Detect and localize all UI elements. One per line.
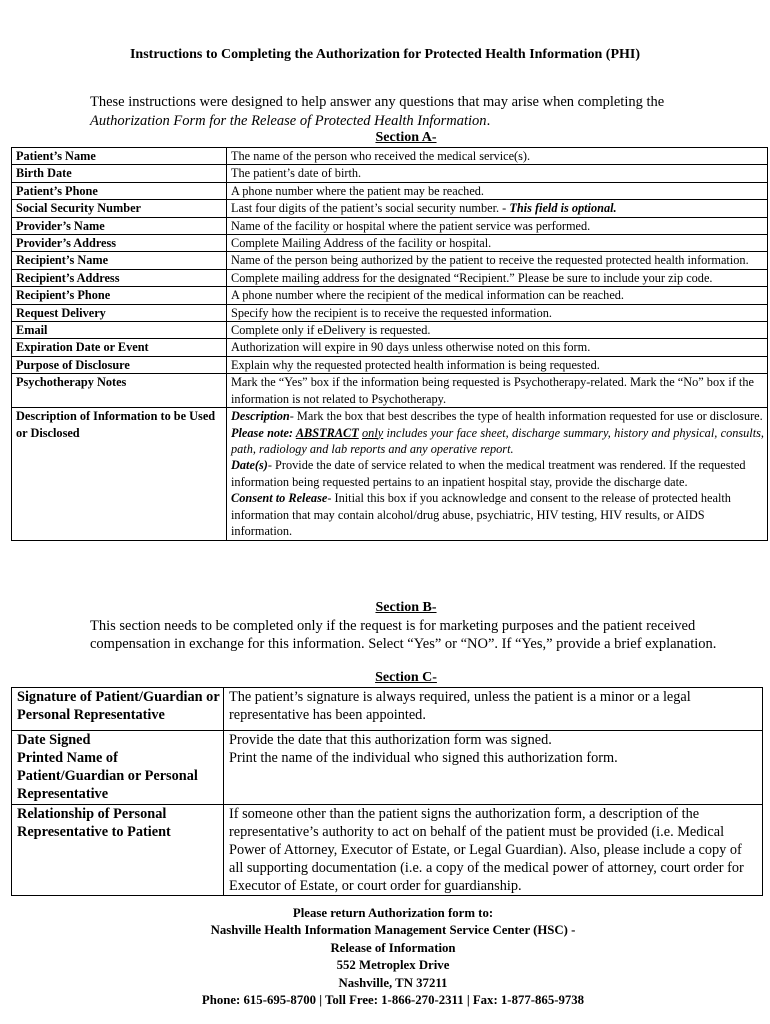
intro-line1: These instructions were designed to help answer any questions that may arise when completing the [90, 94, 665, 110]
table-row [12, 235, 768, 252]
consent-text: - Initial this box if you acknowledge and consent to the release of protected health information that may contain alcohol/drug abuse, psychiatric, HIV testing, HIV results, or AIDS information. [231, 491, 731, 538]
row-label: Provider’s Name [12, 217, 227, 234]
consent-term: Consent to Release [231, 491, 328, 506]
row-label: Patient’s Phone [12, 182, 227, 199]
row-text: A phone number where the patient may be reached. [227, 182, 768, 199]
row-label: Recipient’s Name [12, 252, 227, 269]
table-row [12, 804, 763, 895]
table-row [12, 148, 768, 165]
table-row [12, 165, 768, 182]
consent-paragraph [231, 490, 764, 539]
table-row [12, 304, 768, 321]
abstract-note [231, 425, 764, 458]
table-row [12, 408, 768, 541]
section-a-table [11, 147, 768, 541]
table-row [12, 749, 763, 804]
return-instruction: Please return Authorization form to: [292, 906, 494, 920]
table-row [12, 339, 768, 356]
section-b-heading: Section B- [375, 600, 437, 615]
description-paragraph [231, 408, 764, 424]
table-row [12, 217, 768, 234]
row-text: Provide the date that this authorization form was signed. [224, 731, 763, 750]
row-label: Purpose of Disclosure [12, 356, 227, 373]
row-label: Date Signed [12, 731, 224, 750]
row-label: Description of Information to be Used or Disclosed [12, 408, 227, 541]
row-label: Relationship of Personal Representative to Patient [12, 804, 224, 895]
row-text: A phone number where the recipient of the medical information can be reached. [227, 287, 768, 304]
street-address: 552 Metroplex Drive [336, 958, 450, 973]
row-label: Printed Name of Patient/Guardian or Personal Representative [12, 749, 224, 804]
row-label: Recipient’s Phone [12, 287, 227, 304]
intro-paragraph [90, 93, 730, 131]
row-text: Print the name of the individual who signed this authorization form. [224, 749, 763, 804]
description-cell [227, 408, 768, 541]
row-label: Request Delivery [12, 304, 227, 321]
table-row [12, 252, 768, 269]
table-row [12, 322, 768, 339]
row-label: Email [12, 322, 227, 339]
row-text: The patient’s signature is always required, unless the patient is a minor or a legal representative has been appointed. [224, 688, 763, 731]
row-text: Complete Mailing Address of the facility or hospital. [227, 235, 768, 252]
row-text: Specify how the recipient is to receive the requested information. [227, 304, 768, 321]
row-text: The name of the person who received the medical service(s). [227, 148, 768, 165]
row-text: If someone other than the patient signs the authorization form, a description of the representative’s authority to act on behalf of the patient must be provided (i.e. Medical Power of Attorney, Executor of Estate, or Legal Guardian). Also, please include a copy of all supporting documentation (i.e. a copy of the medical power of attorney, court order for Executor of Estate, or court order for guardianship. [224, 804, 763, 895]
note-rest: includes your face sheet, discharge summary, history and physical, consults, path, radiology and lab reports and any operative report. [231, 425, 764, 456]
document-title: Instructions to Completing the Authorization for Protected Health Information (PHI) [129, 47, 641, 62]
row-label: Birth Date [12, 165, 227, 182]
optional-note: This field is optional. [509, 201, 617, 216]
table-row [12, 688, 763, 731]
abstract-term: ABSTRACT [295, 425, 359, 440]
return-address-block [0, 905, 770, 1009]
description-term: Description [231, 409, 290, 424]
row-text: The patient’s date of birth. [227, 165, 768, 182]
city-state-zip: Nashville, TN 37211 [338, 975, 448, 990]
row-text: Explain why the requested protected health information is being requested. [227, 356, 768, 373]
section-c-table [11, 687, 763, 896]
row-label: Provider’s Address [12, 235, 227, 252]
row-text: Complete mailing address for the designated “Recipient.” Please be sure to include your zip code. [227, 269, 768, 286]
table-row [12, 374, 768, 408]
row-text: Complete only if eDelivery is requested. [227, 322, 768, 339]
section-b-text: This section needs to be completed only if the request is for marketing purposes and the patient received compensation in exchange for this information. Select “Yes” or “NO”. If “Yes,” provide a brief explanation. [90, 618, 717, 652]
organization-name: Nashville Health Information Management Service Center (HSC) - [210, 923, 576, 938]
row-label: Social Security Number [12, 200, 227, 217]
row-text: Name of the person being authorized by the patient to receive the requested protected health information. [227, 252, 768, 269]
intro-line2-end: . [486, 113, 491, 129]
row-label: Patient’s Name [12, 148, 227, 165]
table-row [12, 200, 768, 217]
table-row [12, 182, 768, 199]
table-row [12, 731, 763, 750]
dates-paragraph [231, 457, 764, 490]
row-label: Expiration Date or Event [12, 339, 227, 356]
row-label: Psychotherapy Notes [12, 374, 227, 408]
row-text: Name of the facility or hospital where the patient service was performed. [227, 217, 768, 234]
dates-term: Date(s) [231, 458, 268, 473]
row-text: Authorization will expire in 90 days unless otherwise noted on this form. [227, 339, 768, 356]
table-row [12, 287, 768, 304]
intro-form-name: Authorization Form for the Release of Protected Health Information [90, 113, 487, 129]
section-c-heading: Section C- [375, 670, 437, 685]
note-prefix: Please note: [231, 425, 296, 440]
table-row [12, 269, 768, 286]
row-label: Recipient’s Address [12, 269, 227, 286]
only-term: only [362, 425, 384, 440]
contact-numbers: Phone: 615-695-8700 | Toll Free: 1-866-270-2311 | Fax: 1-877-865-9738 [201, 993, 585, 1008]
dates-text: - Provide the date of service related to when the medical treatment was rendered. If the requested information being requested pertains to an inpatient hospital stay, provide the discharge date. [231, 458, 746, 489]
row-text-cell [227, 200, 768, 217]
row-text: Last four digits of the patient’s social security number. - [231, 201, 510, 216]
row-text: Mark the “Yes” box if the information being requested is Psychotherapy-related. Mark the “No” box if the information is not related to Psychotherapy. [227, 374, 768, 408]
row-label: Signature of Patient/Guardian or Personal Representative [12, 688, 224, 731]
department-name: Release of Information [330, 940, 456, 955]
description-text: - Mark the box that best describes the type of health information requested for use or disclosure. [289, 409, 763, 424]
table-row [12, 356, 768, 373]
section-a-heading: Section A- [375, 130, 437, 145]
